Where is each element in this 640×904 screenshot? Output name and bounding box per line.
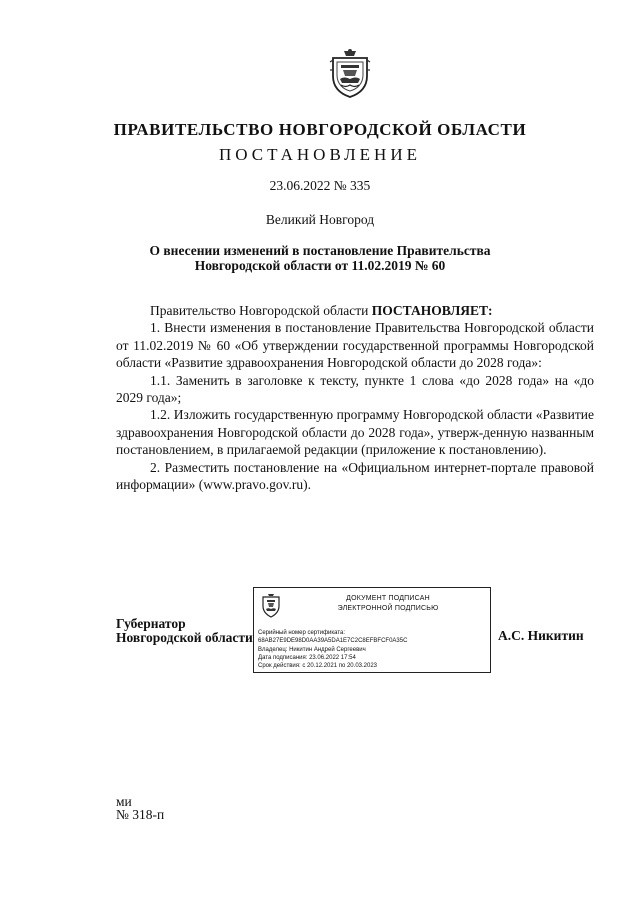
paragraph: 1.2. Изложить государственную программу Новгородской области «Развитие здравоохранения Новгородской области до 2028 года», утверж-денную названным постановлением, в прилагаемой редакции (приложение к постановлению). — [116, 407, 594, 458]
electronic-signature-stamp — [253, 587, 491, 673]
stamp-header-line: ЭЛЕКТРОННОЙ ПОДПИСЬЮ — [337, 605, 439, 612]
registration-number: № 318-п — [116, 807, 165, 822]
paragraph: 1. Внести изменения в постановление Правительства Новгородской области от 11.02.2019 № 60 «Об утверждении государственной программы Новгородской области «Развитие здравоохранения Новгородской области до 2028 года»: — [116, 320, 594, 371]
stamp-details — [258, 629, 488, 670]
signatory-position-line: Новгородской области — [116, 630, 253, 645]
document-footer — [116, 795, 164, 821]
document-date-number: 23.06.2022 № 335 — [269, 178, 371, 193]
subject-line: О внесении изменений в постановление Правительства — [149, 243, 491, 258]
certificate-serial-label: Серийный номер сертификата: — [258, 630, 346, 636]
coat-of-arms-emblem — [328, 48, 372, 98]
document-subject — [0, 243, 640, 273]
stamp-emblem-icon — [260, 593, 282, 619]
document-body — [116, 302, 594, 493]
certificate-owner: Владелец: Никитин Андрей Сергеевич — [258, 646, 366, 653]
stamp-header-line: ДОКУМЕНТ ПОДПИСАН — [346, 595, 430, 602]
document-city: Великий Новгород — [265, 212, 375, 227]
executor-initials: ми — [116, 794, 132, 809]
signatory-position — [116, 617, 253, 645]
signatory-name: А.С. Никитин — [498, 628, 584, 643]
organization-title: ПРАВИТЕЛЬСТВО НОВГОРОДСКОЙ ОБЛАСТИ — [113, 120, 527, 139]
certificate-serial: 68AB27E9DE98D0AA39A5DA1E7C2C8EFBFCF0A35C — [258, 638, 408, 645]
certificate-validity: Срок действия: с 20.12.2021 по 20.03.2023 — [258, 663, 378, 670]
preamble-text: Правительство Новгородской области — [150, 303, 372, 318]
document-type: ПОСТАНОВЛЕНИЕ — [218, 145, 421, 164]
paragraph: 2. Разместить постановление на «Официальном интернет-портале правовой информации» (www.pravo.gov.ru). — [116, 459, 594, 493]
preamble — [116, 302, 594, 319]
subject-line: Новгородской области от 11.02.2019 № 60 — [194, 258, 446, 273]
signatory-position-line: Губернатор — [116, 616, 186, 631]
signing-date: Дата подписания: 23.06.2022 17:54 — [258, 654, 356, 661]
paragraph: 1.1. Заменить в заголовке к тексту, пункте 1 слова «до 2028 года» на «до 2029 года»; — [116, 372, 594, 406]
preamble-keyword: ПОСТАНОВЛЯЕТ: — [371, 303, 493, 318]
stamp-header — [290, 594, 486, 614]
